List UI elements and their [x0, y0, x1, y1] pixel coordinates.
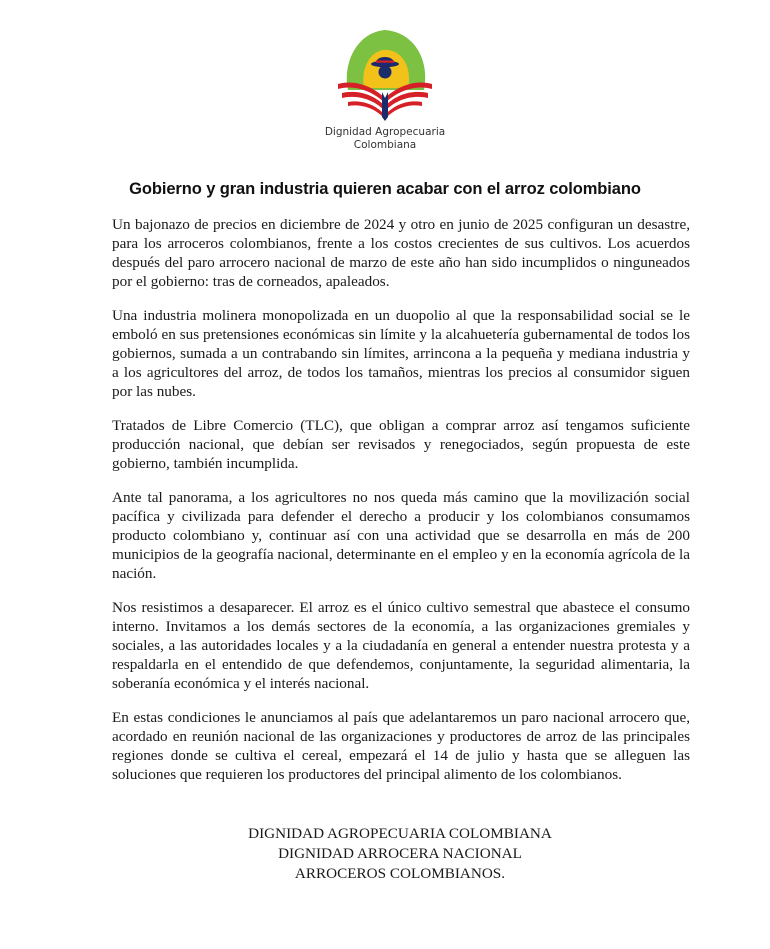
logo-caption-line1: Dignidad Agropecuaria — [324, 126, 446, 138]
signature-line-2: DIGNIDAD ARROCERA NACIONAL — [278, 845, 522, 862]
signature-block — [0, 824, 770, 884]
paragraph-5: Nos resistimos a desaparecer. El arroz es el único cultivo semestral que abastece el consumo interno. Invitamos a los demás sectores de la economía, a las organizaciones gremiales y sociales, a las autoridades locales y a la ciudadanía en general a entender nuestra protesta y a respaldarla en el entendido de que defendemos, conjuntamente, la seguridad alimentaria, la soberanía económica y el interés nacional. — [112, 599, 690, 692]
document-title: Gobierno y gran industria quieren acabar con el arroz colombiano — [129, 180, 641, 198]
paragraph-3: Tratados de Libre Comercio (TLC), que obligan a comprar arroz así tengamos suficiente producción nacional, que debían ser revisados y renegociados, según propuesta de este gobierno, también incumplida. — [112, 417, 690, 472]
logo-caption — [0, 126, 770, 152]
document-body — [112, 215, 690, 799]
logo-block — [0, 22, 770, 152]
dignidad-agropecuaria-logo — [330, 22, 440, 122]
paragraph-1: Un bajonazo de precios en diciembre de 2024 y otro en junio de 2025 configuran un desastre, para los arroceros colombianos, frente a los costos crecientes de sus cultivos. Los acuerdos después del paro arrocero nacional de marzo de este año han sido incumplidos o ninguneados por el gobierno: tras de corneados, apaleados. — [112, 216, 690, 290]
signature-line-3: ARROCEROS COLOMBIANOS. — [294, 865, 506, 882]
paragraph-2: Una industria molinera monopolizada en un duopolio al que la responsabilidad social se le emboló en sus pretensiones económicas sin límite y la alcahuetería gubernamental de todos los gobiernos, sumada a un contrabando sin límites, arrincona a la pequeña y mediana industria y a los agricultores del arroz, de todos los tamaños, mientras los precios al consumidor siguen por las nubes. — [112, 307, 690, 400]
paragraph-4: Ante tal panorama, a los agricultores no nos queda más camino que la movilización social pacífica y civilizada para defender el derecho a producir y los colombianos consumamos producto colombiano y, continuar así con una actividad que se desarrolla en más de 200 municipios de la geografía nacional, determinante en el empleo y en la economía agrícola de la nación. — [112, 489, 690, 582]
logo-caption-line2: Colombiana — [353, 139, 417, 151]
signature-line-1: DIGNIDAD AGROPECUARIA COLOMBIANA — [248, 825, 552, 842]
paragraph-6: En estas condiciones le anunciamos al país que adelantaremos un paro nacional arrocero que, acordado en reunión nacional de las organizaciones y productores de arroz de las principales regiones donde se cultiva el cereal, empezará el 14 de julio y hasta que se alleguen las soluciones que requieren los productores del principal alimento de los colombianos. — [112, 709, 690, 783]
